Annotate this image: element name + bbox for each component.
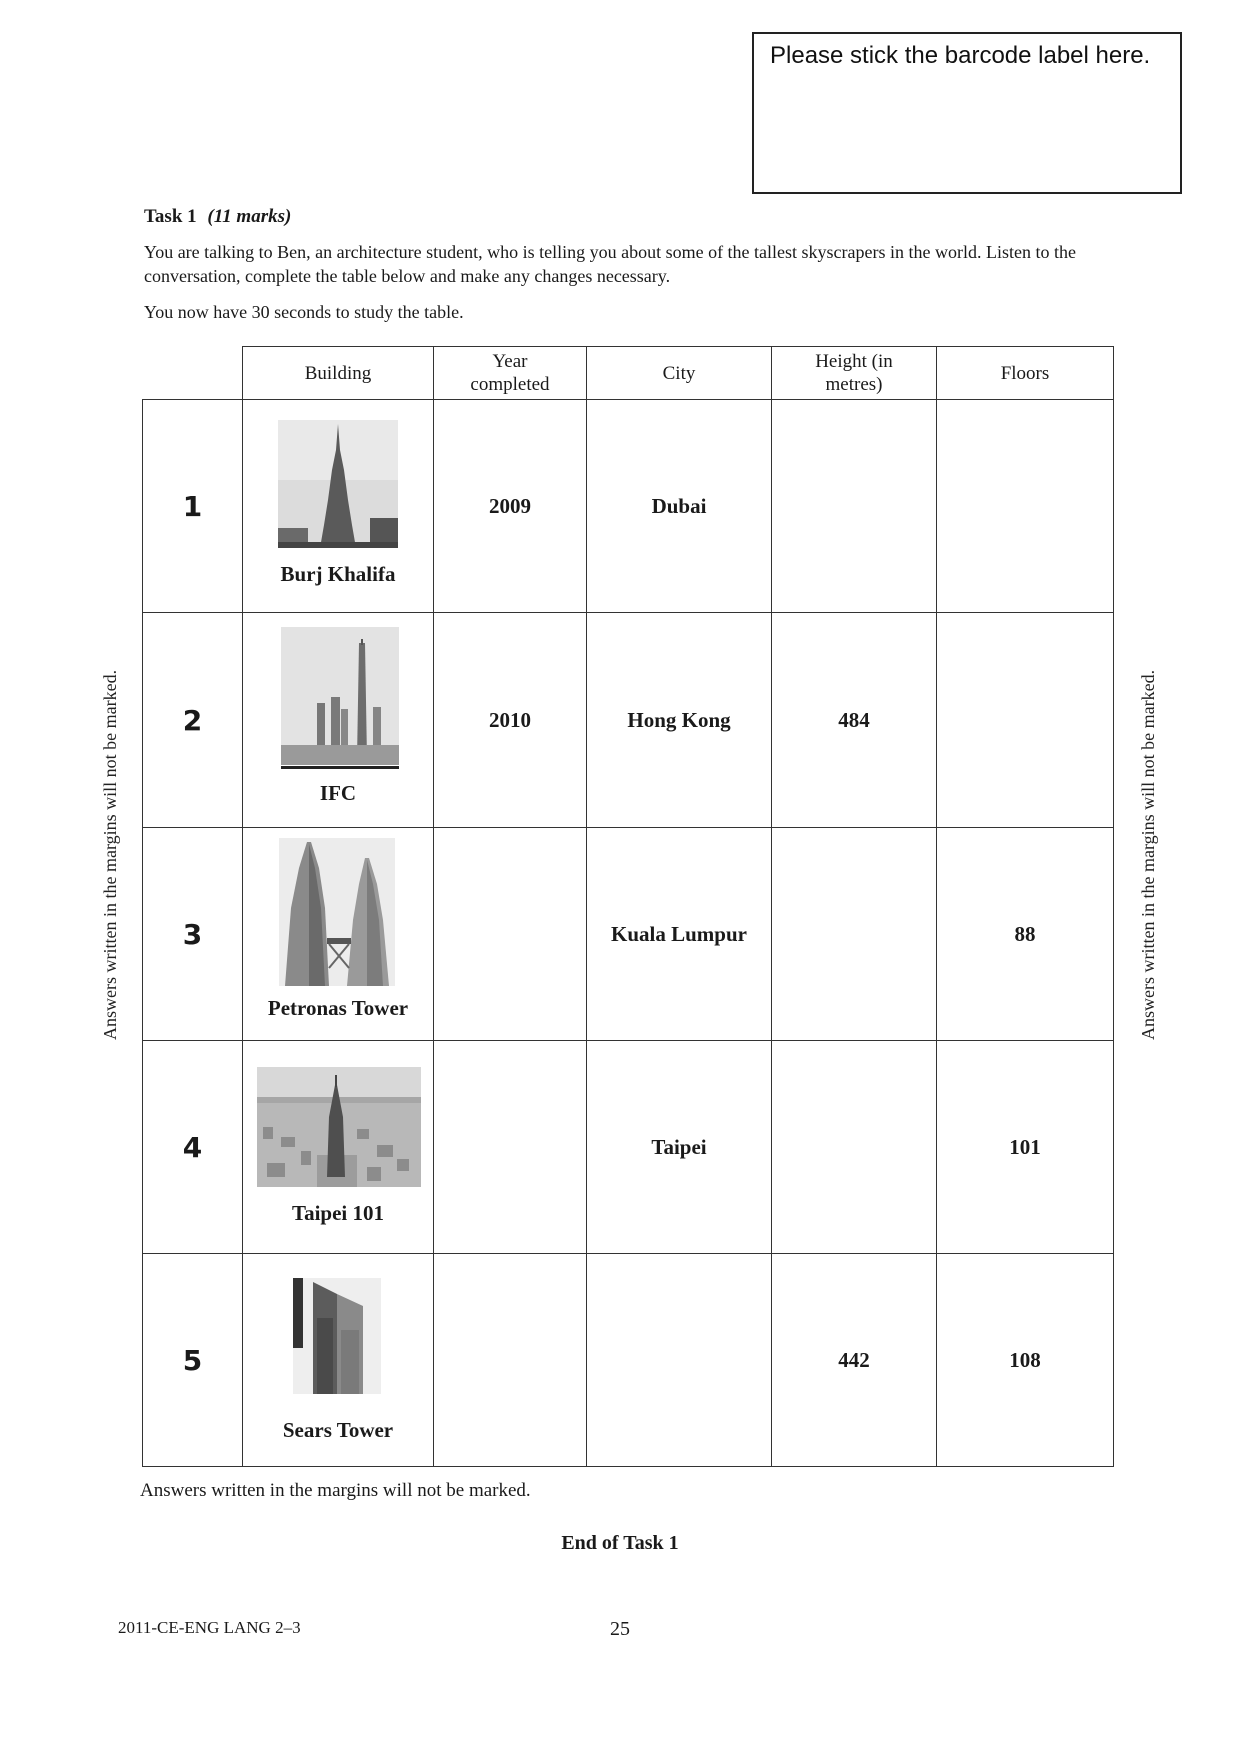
- height-cell: [771, 1040, 937, 1254]
- year-cell: 2010: [433, 612, 587, 828]
- sears-tower-photo: [293, 1278, 381, 1394]
- footer-margin-note: Answers written in the margins will not be marked.: [140, 1480, 531, 1501]
- height-cell: 442: [771, 1253, 937, 1467]
- building-cell: [242, 1040, 434, 1254]
- header-height: Height (in metres): [771, 346, 937, 400]
- header-floors: Floors: [936, 346, 1114, 400]
- margin-note-right: Answers written in the margins will not be marked.: [1138, 669, 1158, 1040]
- city-cell: Dubai: [586, 399, 772, 613]
- row-number: 2: [142, 612, 243, 828]
- city-cell: Hong Kong: [586, 612, 772, 828]
- burj-khalifa-photo: [278, 420, 398, 548]
- task-title-text: Task 1: [144, 206, 197, 227]
- row-number: 1: [142, 399, 243, 613]
- row-number: 5: [142, 1253, 243, 1467]
- row-number: 4: [142, 1040, 243, 1254]
- city-cell: [586, 1253, 772, 1467]
- building-cell: [242, 1253, 434, 1467]
- building-name: Petronas Tower: [267, 996, 409, 1020]
- study-instruction: You now have 30 seconds to study the table.: [144, 302, 464, 322]
- year-cell: 2009: [433, 399, 587, 613]
- header-building: Building: [242, 346, 434, 400]
- building-name: Taipei 101: [292, 1201, 384, 1225]
- floors-cell: 108: [936, 1253, 1114, 1467]
- building-name: Sears Tower: [282, 1418, 394, 1442]
- barcode-label-text: Please stick the barcode label here.: [770, 42, 1151, 69]
- building-cell: [242, 612, 434, 828]
- header-year: Year completed: [433, 346, 587, 400]
- year-cell: [433, 827, 587, 1041]
- city-cell: Kuala Lumpur: [586, 827, 772, 1041]
- floors-cell: 101: [936, 1040, 1114, 1254]
- petronas-tower-photo: [279, 838, 395, 986]
- building-cell: [242, 827, 434, 1041]
- building-name: Burj Khalifa: [280, 562, 396, 586]
- building-name: IFC: [319, 781, 357, 805]
- task-intro: You are talking to Ben, an architecture student, who is telling you about some of the tallest skyscrapers in the world. Listen to the conversation, complete the table below and make any changes necessary.: [144, 242, 1076, 286]
- task-title: [144, 206, 291, 228]
- end-of-task: End of Task 1: [561, 1532, 679, 1554]
- year-cell: [433, 1253, 587, 1467]
- paper-code: 2011-CE-ENG LANG 2–3: [118, 1618, 301, 1637]
- city-cell: Taipei: [586, 1040, 772, 1254]
- margin-note-left: Answers written in the margins will not be marked.: [100, 669, 120, 1040]
- task-marks: (11 marks): [207, 206, 292, 227]
- height-cell: [771, 827, 937, 1041]
- taipei-101-photo: [257, 1067, 421, 1187]
- ifc-photo: [281, 627, 399, 769]
- barcode-label-box: [752, 32, 1182, 194]
- row-number: 3: [142, 827, 243, 1041]
- height-cell: 484: [771, 612, 937, 828]
- building-cell: [242, 399, 434, 613]
- floors-cell: 88: [936, 827, 1114, 1041]
- height-cell: [771, 399, 937, 613]
- year-cell: [433, 1040, 587, 1254]
- floors-cell: [936, 399, 1114, 613]
- page-number: 25: [610, 1618, 630, 1640]
- floors-cell: [936, 612, 1114, 828]
- header-city: City: [586, 346, 772, 400]
